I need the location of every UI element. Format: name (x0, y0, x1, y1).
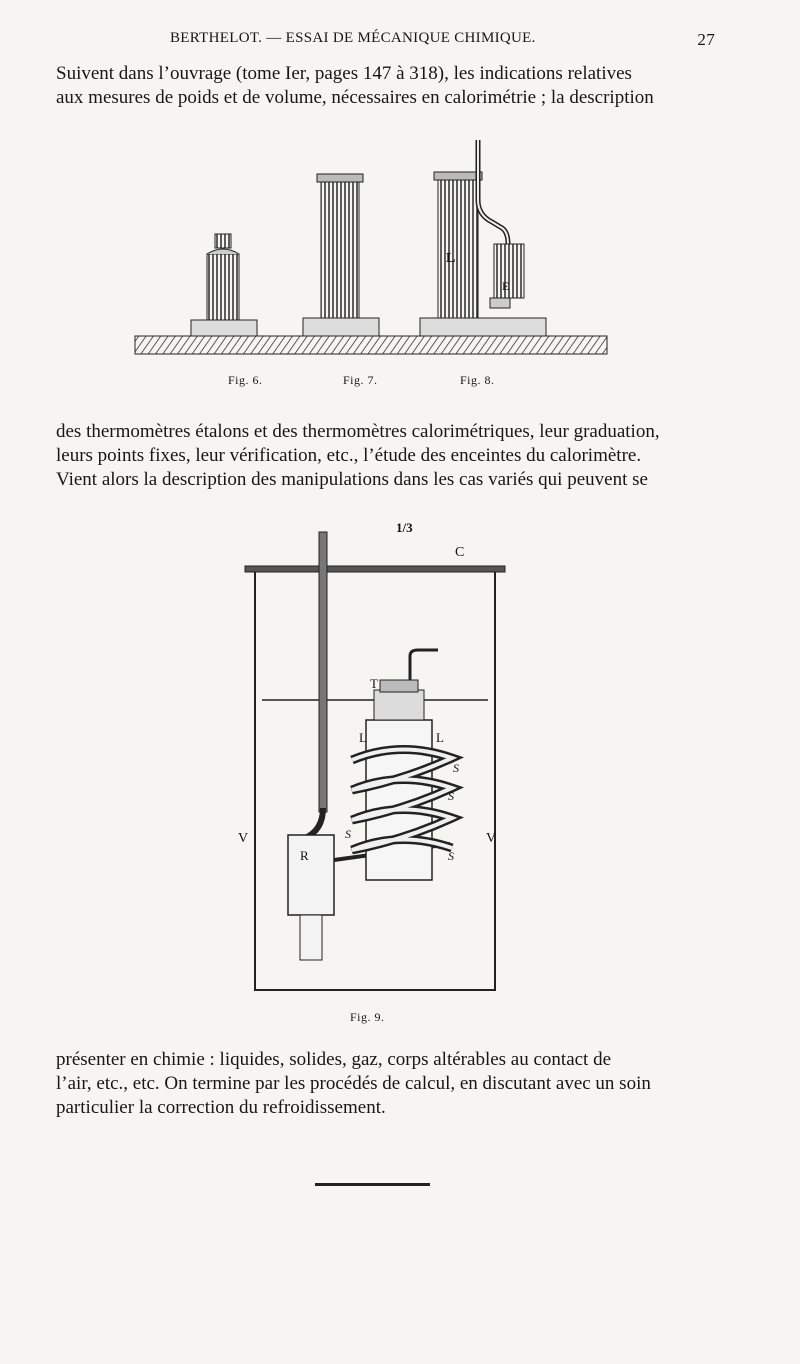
label-scale: 1/3 (396, 520, 413, 535)
fig6-caption: Fig. 6. (228, 373, 263, 387)
section-end-rule (315, 1183, 430, 1186)
fig8-caption: Fig. 8. (460, 373, 495, 387)
fig7-caption: Fig. 7. (343, 373, 378, 387)
fig9-caption: Fig. 9. (350, 1010, 385, 1024)
text-line: l’air, etc., etc. On termine par les procédés de calcul, en discutant avec un soin (56, 1073, 651, 1094)
label-V-right: V (486, 831, 497, 846)
label-V-left: V (238, 831, 249, 846)
fig8-calorimeter-vessel (420, 140, 546, 336)
closing-paragraph (56, 1048, 718, 1120)
text-line: leurs points fixes, leur vérification, etc., l’étude des enceintes du calorimètre. (56, 445, 642, 466)
text-line: aux mesures de poids et de volume, nécessaires en calorimétrie ; la description (56, 87, 654, 108)
text-line: des thermomètres étalons et des thermomètres calorimétriques, leur graduation, (56, 421, 660, 442)
label-S: S (453, 761, 459, 775)
label-S: S (448, 849, 454, 863)
fig7-tall-flask (303, 174, 379, 336)
label-E: E (502, 279, 510, 293)
text-line: Suivent dans l’ouvrage (tome Ier, pages 147 à 318), les indications relatives (56, 63, 632, 84)
running-title: BERTHELOT. — ESSAI DE MÉCANIQUE CHIMIQUE. (170, 30, 536, 46)
middle-paragraph (56, 420, 718, 492)
label-S: S (448, 789, 454, 803)
fig6-small-flask (191, 234, 257, 336)
label-L-right: L (436, 730, 444, 745)
hatched-table (135, 336, 607, 354)
label-L: L (446, 251, 456, 266)
fig9-calorimeter (238, 520, 505, 990)
label-C: C (455, 545, 465, 560)
page-number: 27 (697, 30, 715, 49)
text-line: particulier la correction du refroidissement. (56, 1097, 386, 1118)
label-T: T (370, 676, 378, 691)
label-R: R (300, 848, 309, 863)
label-L-left: L (359, 730, 367, 745)
text-line: Vient alors la description des manipulations dans les cas variés qui peuvent se (56, 469, 648, 490)
label-S: S (345, 827, 351, 841)
text-line: présenter en chimie : liquides, solides, gaz, corps altérables au contact de (56, 1049, 612, 1070)
